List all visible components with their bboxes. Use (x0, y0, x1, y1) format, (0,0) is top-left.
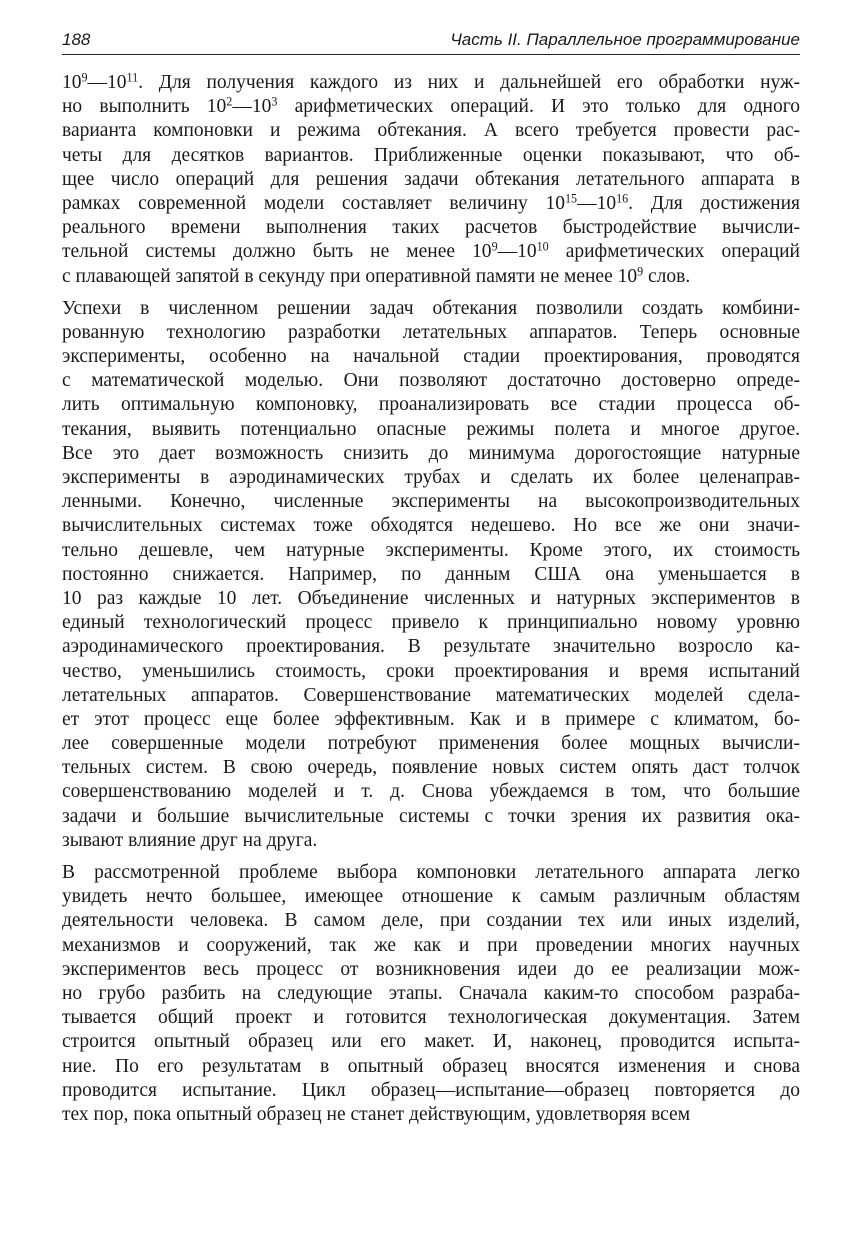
text-line (62, 321, 800, 345)
text-run: щее число операций для решения задачи обтекания летательного аппарата в (62, 168, 800, 190)
text-run: —10 (232, 96, 272, 118)
text-line (62, 345, 800, 369)
text-line (62, 982, 800, 1006)
text-run: экспериментов весь процесс от возникновения идеи до ее реализации мож- (62, 958, 800, 980)
text-run: эксперименты, особенно на начальной стадии проектирования, проводятся (62, 346, 800, 368)
text-line (62, 660, 800, 684)
text-line (62, 829, 800, 853)
text-line (62, 958, 800, 982)
text-run: арифметических операций (548, 241, 800, 263)
text-run: вычислительных системах тоже обходятся недешево. Но все же они значи- (62, 515, 800, 537)
superscript-exponent: 3 (271, 95, 278, 109)
text-run: 10 (62, 72, 82, 93)
superscript-exponent: 10 (536, 240, 549, 254)
text-line (62, 216, 800, 240)
superscript-exponent: 11 (126, 71, 139, 85)
text-line (62, 732, 800, 756)
text-line (62, 192, 800, 216)
text-line (62, 684, 800, 708)
text-run: слов. (643, 265, 691, 287)
text-run: деятельности человека. В самом деле, при создании тех или иных изделий, (62, 910, 800, 932)
text-run: ет этот процесс еще более эффективным. Как и в примере с климатом, бо- (62, 708, 800, 730)
text-line (62, 514, 800, 538)
text-line (62, 442, 800, 466)
text-line (62, 780, 800, 804)
text-line (62, 934, 800, 958)
text-run: проводится испытание. Цикл образец—испытание—образец повторяется до (62, 1079, 800, 1101)
text-run: . Для достижения (628, 192, 800, 214)
text-run: лить оптимальную компоновку, проанализировать все стадии процесса об- (62, 394, 800, 416)
text-run: четы для десятков вариантов. Приближенные оценки показывают, что об- (62, 144, 800, 166)
text-run: —10 (497, 241, 537, 263)
text-run: рованную технологию разработки летательных аппаратов. Теперь основные (62, 321, 800, 343)
header-title: Часть II. Параллельное программирование (450, 30, 800, 49)
text-line (62, 756, 800, 780)
text-run: постоянно снижается. Например, по данным США она уменьшается в (62, 563, 800, 585)
page-number: 188 (62, 30, 91, 49)
text-run: совершенствованию моделей и т. д. Снова убеждаемся в том, что большие (62, 781, 800, 803)
text-line (62, 708, 800, 732)
header-divider (62, 54, 800, 55)
text-line (62, 805, 800, 829)
superscript-exponent: 9 (637, 264, 644, 278)
text-run: ленными. Конечно, численные эксперименты на высокопроизводительных (62, 491, 800, 513)
text-run: тельной системы должно быть не менее 10 (62, 241, 492, 263)
text-line (62, 119, 800, 143)
text-line (62, 393, 800, 417)
text-run: арифметических операций. И это только для одного (277, 96, 800, 118)
text-run: —10 (577, 192, 617, 214)
text-run: с плавающей запятой в секунду при оперативной памяти не менее 10 (62, 265, 638, 287)
body-text (62, 71, 800, 1135)
text-run: текания, выявить потенциально опасные режимы полета и многое другое. (62, 418, 800, 440)
paragraph (62, 71, 800, 289)
text-line (62, 265, 800, 289)
text-run: лее совершенные модели потребуют применения более мощных вычисли- (62, 733, 800, 755)
text-line (62, 563, 800, 587)
text-run: аэродинамического проектирования. В результате значительно возросло ка- (62, 636, 800, 658)
text-run: —10 (87, 72, 127, 93)
text-run: задачи и большие вычислительные системы с точки зрения их развития ока- (62, 805, 800, 827)
text-line (62, 95, 800, 119)
paragraph (62, 861, 800, 1127)
text-run: варианта компоновки и режима обтекания. А всего требуется провести рас- (62, 120, 800, 142)
text-run: но выполнить 10 (62, 96, 227, 118)
text-line (62, 1103, 800, 1127)
text-line (62, 240, 800, 264)
text-run: увидеть нечто большее, имеющее отношение к самым различным областям (62, 886, 800, 908)
text-run: Все это дает возможность снизить до минимума дорогостоящие натурные (62, 442, 800, 464)
text-line (62, 1030, 800, 1054)
text-line (62, 490, 800, 514)
superscript-exponent: 2 (226, 95, 233, 109)
superscript-exponent: 15 (565, 191, 578, 206)
text-line (62, 418, 800, 442)
text-run: механизмов и сооружений, так же как и при проведении многих научных (62, 934, 800, 956)
text-line (62, 611, 800, 635)
text-line (62, 635, 800, 659)
text-run: эксперименты в аэродинамических трубах и сделать их более целенаправ- (62, 467, 800, 488)
superscript-exponent: 9 (81, 71, 88, 85)
text-run: тельно дешевле, чем натурные эксперименты. Кроме этого, их стоимость (62, 539, 800, 561)
text-run: Успехи в численном решении задач обтекания позволили создать комбини- (62, 297, 800, 319)
text-run: зывают влияние друг на друга. (62, 829, 318, 851)
text-line (62, 168, 800, 192)
text-run: ние. По его результатам в опытный образец вносятся изменения и снова (62, 1055, 800, 1077)
text-line (62, 369, 800, 393)
text-line (62, 297, 800, 321)
text-run: . Для получения каждого из них и дальнейшей его обработки нуж- (138, 72, 800, 93)
superscript-exponent: 16 (616, 191, 629, 206)
text-line (62, 1079, 800, 1103)
text-line (62, 587, 800, 611)
text-line (62, 539, 800, 563)
text-line (62, 466, 800, 490)
text-line (62, 885, 800, 909)
text-run: летательных аппаратов. Совершенствование математических моделей сдела- (62, 684, 800, 706)
text-line (62, 144, 800, 168)
text-line (62, 909, 800, 933)
text-line (62, 71, 800, 95)
paragraph (62, 297, 800, 853)
text-run: рамках современной модели составляет величину 10 (62, 192, 565, 214)
text-run: но грубо разбить на следующие этапы. Сначала каким-то способом разраба- (62, 982, 800, 1004)
text-run: тельных систем. В свою очередь, появление новых систем опять даст толчок (62, 757, 800, 779)
text-run: строится опытный образец или его макет. И, наконец, проводится испыта- (62, 1031, 800, 1053)
text-run: с математической моделью. Они позволяют достаточно достоверно опреде- (62, 370, 800, 392)
text-run: В рассмотренной проблеме выбора компоновки летательного аппарата легко (62, 862, 800, 883)
text-run: единый технологический процесс привело к принципиально новому уровню (62, 612, 800, 634)
text-run: 10 раз каждые 10 лет. Объединение численных и натурных экспериментов в (62, 587, 800, 609)
superscript-exponent: 9 (491, 240, 498, 254)
text-line (62, 861, 800, 885)
text-line (62, 1006, 800, 1030)
text-run: чество, уменьшились стоимость, сроки проектирования и время испытаний (62, 660, 800, 682)
text-run: тех пор, пока опытный образец не станет действующим, удовлетворяя всем (62, 1103, 691, 1125)
text-run: тывается общий проект и готовится технологическая документация. Затем (62, 1007, 800, 1029)
text-line (62, 1055, 800, 1079)
running-header (62, 28, 800, 52)
text-run: реального времени выполнения таких расчетов быстродействие вычисли- (62, 217, 800, 239)
